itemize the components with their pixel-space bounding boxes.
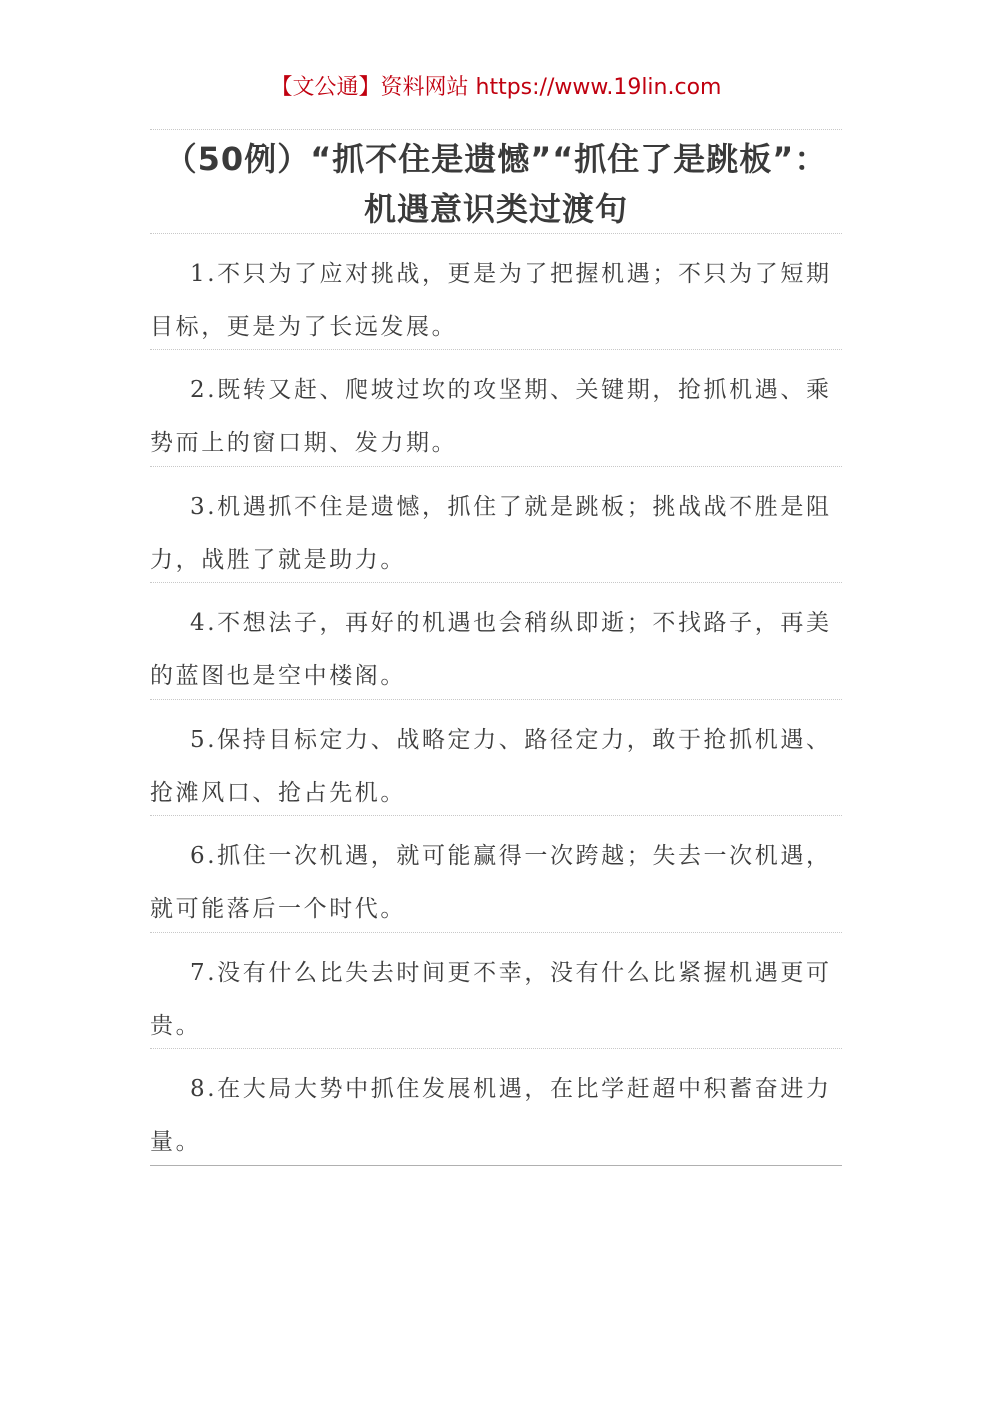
divider <box>150 815 842 816</box>
divider <box>150 582 842 583</box>
divider <box>150 932 842 933</box>
divider <box>150 233 842 234</box>
list-item-5: 5.保持目标定力、战略定力、路径定力，敢于抢抓机遇、抢滩风口、抢占先机。 <box>150 727 832 806</box>
divider <box>150 1048 842 1049</box>
list-item-7: 7.没有什么比失去时间更不幸，没有什么比紧握机遇更可贵。 <box>150 960 832 1039</box>
list-item-3: 3.机遇抓不住是遗憾，抓住了就是跳板；挑战战不胜是阻力，战胜了就是助力。 <box>150 494 832 573</box>
list-item-6: 6.抓住一次机遇，就可能赢得一次跨越；失去一次机遇，就可能落后一个时代。 <box>150 843 832 922</box>
list-item-4: 4.不想法子，再好的机遇也会稍纵即逝；不找路子，再美的蓝图也是空中楼阁。 <box>150 610 832 689</box>
list-item-2: 2.既转又赶、爬坡过坎的攻坚期、关键期，抢抓机遇、乘势而上的窗口期、发力期。 <box>150 377 832 456</box>
list-item-1: 1.不只为了应对挑战，更是为了把握机遇；不只为了短期目标，更是为了长远发展。 <box>150 261 832 340</box>
divider <box>150 349 842 350</box>
document-title: （50例）“抓不住是遗憾”“抓住了是跳板”：机遇意识类过渡句 <box>164 140 828 228</box>
divider-bottom <box>150 1165 842 1166</box>
divider <box>150 466 842 467</box>
divider <box>150 699 842 700</box>
divider <box>150 129 842 130</box>
site-header: 【文公通】资料网站 https://www.19lin.com <box>270 75 722 100</box>
list-item-8: 8.在大局大势中抓住发展机遇，在比学赶超中积蓄奋进力量。 <box>150 1076 832 1155</box>
